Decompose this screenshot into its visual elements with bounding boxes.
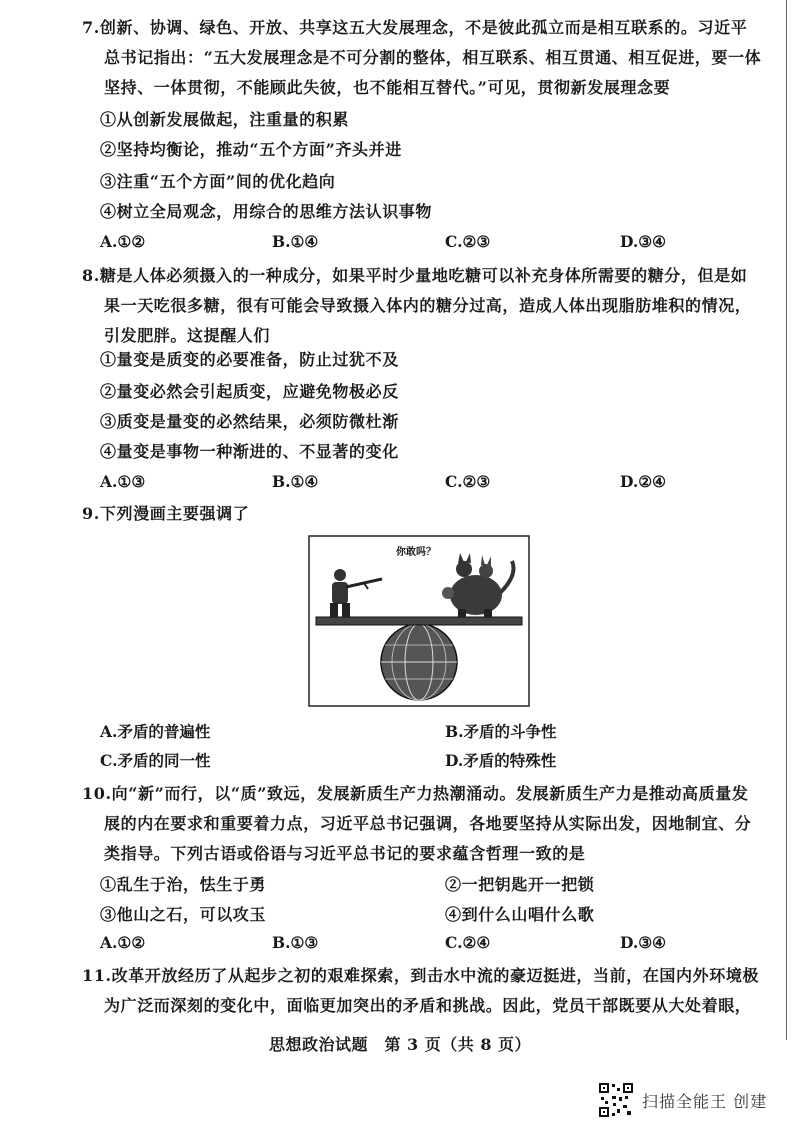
q8-item-1: ①量变是质变的必要准备，防止过犹不及 — [100, 350, 399, 369]
q8-option-d: D.②④ — [620, 472, 667, 491]
page-footer: 思想政治试题 第 3 页（共 8 页） — [268, 1035, 532, 1054]
q7-item-1: ①从创新发展做起，注重量的积累 — [100, 110, 350, 129]
q9-option-c: C.矛盾的同一性 — [100, 751, 211, 770]
q8-item-2: ②量变必然会引起质变，应避免物极必反 — [100, 382, 399, 401]
q8-option-c: C.②③ — [445, 472, 491, 491]
seesaw-plank — [316, 617, 522, 625]
q9-option-d: D.矛盾的特殊性 — [445, 751, 557, 770]
q7-item-4: ④树立全局观念，用综合的思维方法认识事物 — [100, 202, 433, 221]
q7-item-2: ②坚持均衡论，推动“五个方面”齐头并进 — [100, 140, 402, 159]
q10-option-a: A.①② — [100, 933, 146, 952]
q10-option-c: C.②④ — [445, 933, 491, 952]
q10-item-2: ②一把钥匙开一把锁 — [445, 875, 595, 894]
q10-item-3: ③他山之石，可以攻玉 — [100, 905, 267, 924]
scanner-watermark — [598, 1082, 767, 1118]
cartoon-illustration — [308, 535, 530, 707]
q7-item-3: ③注重“五个方面”间的优化趋向 — [100, 172, 336, 191]
q7-stem: 7.创新、协调、绿色、开放、共享这五大发展理念，不是彼此孤立而是相互联系的。习近平总书记指出：“五大发展理念是不可分割的整体，相互联系、相互贯通、相互促进，要一体坚持、一体贯彻，不能顾此失彼，也不能相互替代。”可见，贯彻新发展理念要 — [82, 18, 762, 97]
q9-stem: 9.下列漫画主要强调了 — [82, 504, 250, 523]
qr-code-icon — [598, 1082, 634, 1118]
q10-item-4: ④到什么山唱什么歌 — [445, 905, 595, 924]
q7-option-c: C.②③ — [445, 232, 491, 251]
q8-item-3: ③质变是量变的必然结果，必须防微杜渐 — [100, 412, 399, 431]
q8-option-b: B.①④ — [272, 472, 319, 491]
q10-item-1: ①乱生于治，怯生于勇 — [100, 875, 267, 894]
q9-option-a: A.矛盾的普遍性 — [100, 722, 211, 741]
q10-option-b: B.①③ — [272, 933, 319, 952]
q9-option-b: B.矛盾的斗争性 — [445, 722, 557, 741]
q7-option-d: D.③④ — [620, 232, 667, 251]
q7-option-b: B.①④ — [272, 232, 319, 251]
q11-stem: 11.改革开放经历了从起步之初的艰难探索，到击水中流的豪迈挺进，当前，在国内外环境极为广泛而深刻的变化中，面临更加突出的矛盾和挑战。因此，党员干部既要从大处着眼， — [82, 966, 760, 1015]
q10-option-d: D.③④ — [620, 933, 667, 952]
page-edge-line — [786, 0, 787, 1040]
q8-item-4: ④量变是事物一种渐进的、不显著的变化 — [100, 442, 399, 461]
q8-stem: 8.糖是人体必须摄入的一种成分，如果平时少量地吃糖可以补充身体所需要的糖分，但是如果一天吃很多糖，很有可能会导致摄入体内的糖分过高，造成人体出现脂肪堆积的情况，引发肥胖。这提醒人们 — [82, 266, 752, 345]
q8-option-a: A.①③ — [100, 472, 146, 491]
q10-stem: 10.向“新”而行，以“质”致远，发展新质生产力热潮涌动。发展新质生产力是推动高质量发展的内在要求和重要着力点，习近平总书记强调，各地要坚持从实际出发，因地制宜、分类指导。下列古语或俗语与习近平总书记的要求蕴含哲理一致的是 — [82, 784, 752, 863]
q7-option-a: A.①② — [100, 232, 146, 251]
cartoon-caption: 你敢吗？ — [396, 547, 436, 558]
watermark-text: 扫描全能王 创建 — [642, 1091, 768, 1111]
